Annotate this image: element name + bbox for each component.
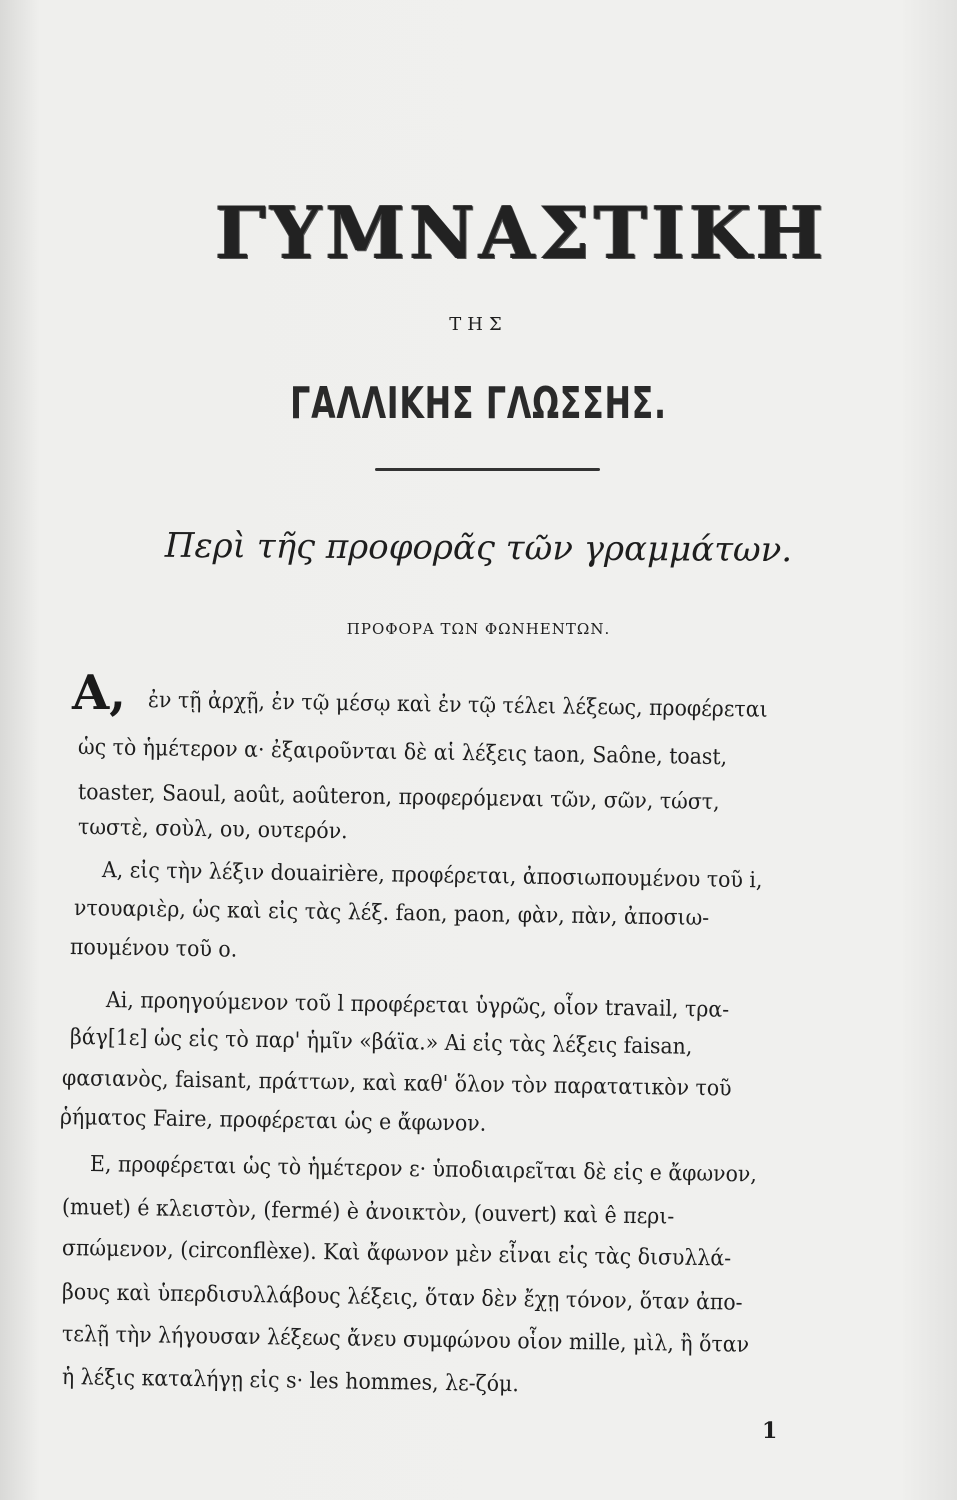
text-line: ὡς τὸ ἡμέτερον α· ἐξαιροῦνται δὲ αἱ λέξεις taon, Saône, toast, — [77, 735, 728, 771]
page-number: 1 — [762, 1418, 778, 1444]
text-line: ῥήματος Faire, προφέρεται ὡς e ἄφωνον. — [59, 1105, 487, 1137]
text-line: ντουαριὲρ, ὡς καὶ εἰς τὰς λέξ. faon, paon, φὰν, πὰν, ἀποσιω- — [73, 896, 710, 931]
text-line: ἡ λέξις καταλήγῃ εἰς s· les hommes, λε-ζόμ. — [61, 1365, 520, 1398]
book-title: ΓΥΜΝΑΣΤΙΚΗ — [215, 190, 828, 275]
text-line: (muet) é κλειστὸν, (fermé) è ἀνοικτὸν, (ouvert) καὶ ê περι- — [61, 1195, 675, 1230]
text-line: A, εἰς τὴν λέξιν douairière, προφέρεται, ἀποσιωπουμένου τοῦ i, — [101, 858, 763, 894]
drop-cap: A, — [72, 665, 126, 721]
text-line: σπώμενον, (circonflèxe). Καὶ ἄφωνον μὲν εἶναι εἰς τὰς δισυλλά- — [61, 1236, 732, 1272]
text-line: φασιανὸς, faisant, πράττων, καὶ καθ' ὅλον τὸν παρατατικὸν τοῦ — [61, 1066, 732, 1102]
text-line: τωστὲ, σοὺλ, ου, ουτερόν. — [77, 815, 348, 845]
text-line: Ai, προηγούμενον τοῦ l προφέρεται ὑγρῶς, οἷον travail, τρα- — [105, 988, 730, 1023]
text-line: πουμένου τοῦ ο. — [69, 935, 238, 963]
text-line: toaster, Saoul, août, aoûteron, προφερόμεναι τῶν, σῶν, τώστ, — [77, 780, 720, 816]
title-article: ΤΗΣ — [449, 314, 508, 335]
text-line: βους καὶ ὑπερδισυλλάβους λέξεις, ὅταν δὲν ἔχῃ τόνον, ὅταν ἀπο- — [61, 1280, 743, 1316]
text-line: τελῇ τὴν λήγουσαν λέξεως ἄνευ συμφώνου οἷον mille, μὶλ, ἢ ὅταν — [61, 1322, 750, 1358]
title-divider — [375, 468, 600, 471]
text-line: βάγ[1ε] ὡς εἰς τὸ παρ' ἡμῖν «βάϊα.» Ai εἰς τὰς λέξεις faisan, — [69, 1025, 693, 1060]
section-heading: Περὶ τῆς προφορᾶς τῶν γραμμάτων. — [164, 525, 793, 571]
subheading: ΠΡΟΦΟΡΑ ΤΩΝ ΦΩΝΗΕΝΤΩΝ. — [346, 620, 611, 638]
text-line: ἐν τῇ ἀρχῇ, ἐν τῷ μέσῳ καὶ ἐν τῷ τέλει λέξεως, προφέρεται — [147, 688, 768, 723]
text-line: E, προφέρεται ὡς τὸ ἡμέτερον ε· ὑποδιαιρεῖται δὲ εἰς e ἄφωνον, — [89, 1152, 758, 1188]
title-language: ΓΑΛΛΙΚΗΣ ΓΛΩΣΣΗΣ. — [290, 378, 667, 429]
